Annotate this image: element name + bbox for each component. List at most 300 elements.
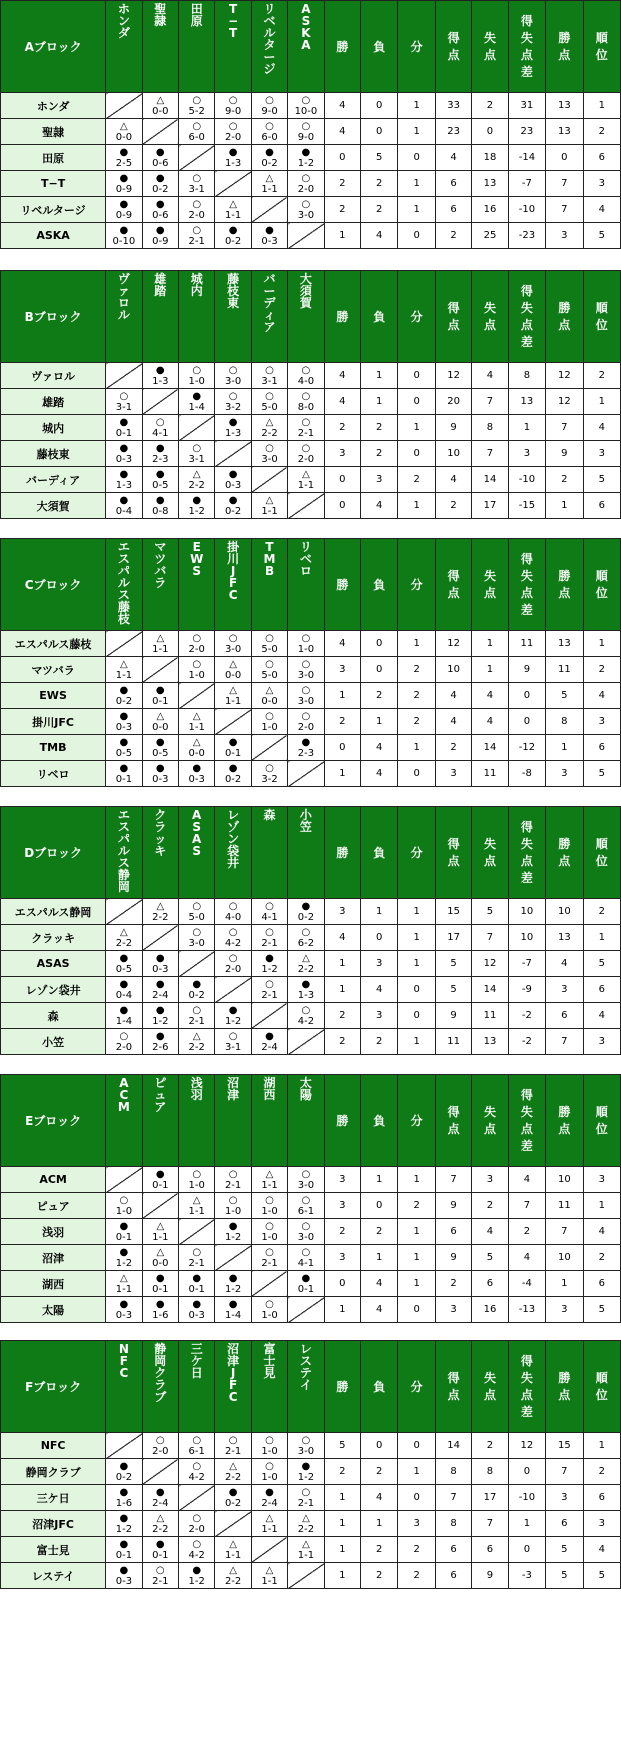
match-result [215,145,251,171]
header-char: 失 [483,836,496,851]
match-result [142,735,178,761]
header-char: 位 [595,1387,608,1402]
match-result [215,363,251,389]
result-symbol: △ [192,1031,201,1042]
points-value: 10 [546,899,583,925]
rank-value: 1 [583,631,620,657]
match-result [215,93,251,119]
opponent-header [215,1075,251,1167]
goals-for-value: 3 [435,761,471,787]
draw-header: 分 [398,807,435,899]
match-score: 4-0 [297,376,315,387]
points-value: 12 [546,363,583,389]
goals-against-value: 12 [472,951,508,977]
team-row [1,899,621,925]
self-match-cell [288,223,324,249]
points-value: 0 [546,145,583,171]
draws-value: 1 [398,735,435,761]
result-symbol: ● [119,1461,129,1472]
draws-value: 1 [398,951,435,977]
team-name: ACM [1,1167,106,1193]
match-score: 9-0 [224,106,242,117]
match-score: 2-2 [188,480,205,491]
result-symbol: ○ [301,1005,311,1016]
draws-value: 1 [398,1167,435,1193]
goals-against-value: 13 [472,1029,508,1055]
match-result [142,899,178,925]
losses-value: 4 [361,1271,398,1297]
match-result [288,389,324,415]
match-score: 2-2 [261,428,278,439]
wins-value: 0 [324,735,360,761]
result-symbol: △ [302,469,310,480]
match-result [142,1433,178,1459]
match-score: 0-3 [188,1310,205,1321]
match-score: 1-1 [188,722,205,733]
match-score: 0-1 [152,1180,169,1191]
opponent-header [179,1,215,93]
result-symbol: ○ [192,1461,202,1472]
match-score: 0-5 [115,964,133,975]
match-score: 0-3 [115,454,133,465]
opponent-header [142,539,178,631]
result-symbol: ● [228,469,238,480]
points-value: 13 [546,631,583,657]
team-row [1,197,621,223]
header-char: A [301,2,311,16]
points-value: 3 [546,761,583,787]
team-row [1,1485,621,1511]
draws-value: 1 [398,1029,435,1055]
header-char: 失 [483,300,496,315]
goals-for-value: 12 [435,363,471,389]
result-symbol: ● [119,495,129,506]
goals-against-value: 7 [472,1511,508,1537]
match-result [215,1459,251,1485]
match-score: 0-3 [115,1310,133,1321]
result-symbol: ○ [155,1435,165,1446]
goals-for-value: 4 [435,467,471,493]
lose-header: 負 [361,271,398,363]
header-char: 陽 [299,1088,312,1102]
result-symbol: △ [156,95,165,106]
header-char: エ [117,540,130,554]
result-symbol: ○ [301,711,311,722]
result-symbol: △ [229,1461,237,1472]
goals-against-header [472,1341,508,1433]
result-symbol: ○ [228,901,238,912]
match-result [179,899,215,925]
match-result [179,493,215,519]
losses-value: 1 [361,1511,398,1537]
losses-value: 4 [361,761,398,787]
result-symbol: ○ [301,927,311,938]
header-char: 失 [520,568,533,583]
match-score: 2-4 [152,1498,169,1509]
match-result [251,93,287,119]
header-char: 得 [520,283,533,298]
wins-value: 2 [324,1219,360,1245]
header-char: 順 [595,836,608,851]
opponent-header [288,271,324,363]
match-score: 2-2 [297,964,315,975]
match-result [142,1563,178,1589]
result-symbol: ● [265,147,274,158]
result-symbol: ○ [265,1221,274,1232]
header-char: S [192,820,202,834]
header-char: 点 [558,317,571,332]
result-symbol: ○ [301,1247,311,1258]
match-score: 10-0 [294,106,318,117]
points-header [546,1,583,93]
goal-difference-value: -8 [508,761,545,787]
match-score: 2-3 [297,748,315,759]
opponent-header [106,1341,142,1433]
match-score: 3-0 [261,454,278,465]
result-symbol: △ [156,901,165,912]
match-score: 0-2 [224,774,242,785]
match-result [251,1167,287,1193]
match-score: 6-0 [188,132,205,143]
result-symbol: △ [120,927,128,938]
header-char: 点 [558,585,571,600]
match-result [106,657,142,683]
match-score: 5-0 [261,670,278,681]
match-score: 0-2 [224,236,242,247]
losses-value: 0 [361,1193,398,1219]
result-symbol: ● [119,147,129,158]
match-result [288,415,324,441]
rank-value: 6 [583,735,620,761]
header-char: 失 [520,300,533,315]
goal-difference-value: 0 [508,1459,545,1485]
match-result [106,415,142,441]
team-name: EWS [1,683,106,709]
header-char: イ [299,1378,312,1392]
match-score: 2-0 [188,210,205,221]
header-char: 点 [447,1387,460,1402]
draw-header: 分 [398,1,435,93]
header-char: 差 [520,870,533,885]
goals-for-value: 12 [435,631,471,657]
points-header [546,807,583,899]
team-name: 富士見 [1,1537,106,1563]
header-char: 得 [520,13,533,28]
result-symbol: ○ [192,901,202,912]
match-score: 2-1 [261,938,278,949]
result-symbol: ○ [192,633,202,644]
goal-difference-value: -15 [508,493,545,519]
goals-for-value: 10 [435,441,471,467]
draws-value: 1 [398,899,435,925]
goals-against-value: 0 [472,119,508,145]
result-symbol: ● [155,1273,165,1284]
goal-difference-value: -12 [508,735,545,761]
points-value: 7 [546,415,583,441]
team-row [1,415,621,441]
match-score: 1-0 [224,1206,242,1217]
match-result [215,493,251,519]
header-char: ア [154,1100,167,1114]
team-row [1,1511,621,1537]
result-symbol: ● [155,737,165,748]
rank-value: 3 [583,709,620,735]
match-result [142,197,178,223]
match-score: 1-1 [224,1550,242,1561]
result-symbol: ○ [228,1435,238,1446]
losses-value: 4 [361,977,398,1003]
wins-value: 3 [324,657,360,683]
header-char: 得 [447,836,460,851]
goals-against-value: 3 [472,1167,508,1193]
header-char: ァ [117,284,130,298]
goals-for-value: 4 [435,145,471,171]
match-score: 6-1 [297,1206,315,1217]
match-result [215,761,251,787]
header-char: 隷 [154,14,167,28]
goals-for-value: 23 [435,119,471,145]
draws-value: 0 [398,1433,435,1459]
losses-value: 4 [361,223,398,249]
match-result [215,925,251,951]
result-symbol: ● [301,901,311,912]
header-char: 見 [263,1366,276,1380]
match-result [106,171,142,197]
header-char: 富 [263,1342,276,1356]
wins-value: 2 [324,415,360,441]
wins-value: 3 [324,1167,360,1193]
result-symbol: ● [119,1565,129,1576]
header-char: 羽 [190,1088,203,1102]
team-name: 森 [1,1003,106,1029]
header-char: リ [263,2,276,16]
match-result [288,1485,324,1511]
result-symbol: △ [265,1565,274,1576]
draw-header: 分 [398,1075,435,1167]
match-result [215,223,251,249]
self-match-cell [106,899,142,925]
draws-value: 2 [398,1193,435,1219]
team-row [1,467,621,493]
result-symbol: ● [228,417,238,428]
match-score: 0-1 [115,774,133,785]
self-match-cell [106,631,142,657]
header-char: 静 [154,1342,167,1356]
match-score: 3-0 [297,1232,315,1243]
draws-value: 1 [398,1219,435,1245]
rank-value: 3 [583,1167,620,1193]
match-result [215,1297,251,1323]
points-header [546,539,583,631]
team-row [1,925,621,951]
match-result [106,1459,142,1485]
match-score: 4-0 [224,912,242,923]
match-score: 0-5 [152,480,169,491]
result-symbol: ● [155,173,165,184]
match-result [179,389,215,415]
opponent-header [288,807,324,899]
win-header: 勝 [324,539,360,631]
team-name: 湖西 [1,1271,106,1297]
block-table [0,0,621,249]
rank-value: 6 [583,145,620,171]
goal-difference-value: 2 [508,1219,545,1245]
match-result [251,1029,287,1055]
result-symbol: ● [301,147,311,158]
header-char: 得 [447,1370,460,1385]
points-value: 10 [546,1245,583,1271]
wins-value: 1 [324,977,360,1003]
match-score: 2-0 [115,1042,133,1053]
goals-for-value: 7 [435,1485,471,1511]
team-row [1,119,621,145]
header-char: 城 [190,272,203,286]
goals-for-value: 5 [435,951,471,977]
header-char: 湖 [263,1076,276,1090]
block-title: Aブロック [1,1,106,93]
draws-value: 1 [398,631,435,657]
match-result [106,1219,142,1245]
goals-against-value: 7 [472,389,508,415]
goals-against-value: 17 [472,1485,508,1511]
match-score: 1-4 [224,1310,242,1321]
opponent-header [106,539,142,631]
match-result [142,363,178,389]
match-score: 2-0 [297,722,315,733]
rank-value: 4 [583,1003,620,1029]
match-result [179,1003,215,1029]
self-match-cell [106,1433,142,1459]
match-result [106,1193,142,1219]
result-symbol: ● [301,1273,311,1284]
header-char: 踏 [154,284,167,298]
header-char: 点 [520,1387,533,1402]
header-char: キ [154,844,167,858]
result-symbol: △ [265,1513,274,1524]
opponent-header [142,1341,178,1433]
header-char: パ [117,832,130,846]
draws-value: 1 [398,1245,435,1271]
result-symbol: △ [229,659,237,670]
match-result [106,951,142,977]
self-match-cell [142,1193,178,1219]
match-score: 2-0 [297,184,315,195]
result-symbol: △ [229,1565,237,1576]
self-match-cell [251,1003,287,1029]
team-row [1,1459,621,1485]
goals-against-value: 7 [472,925,508,951]
header-row [1,1,621,93]
match-result [179,977,215,1003]
result-symbol: ○ [301,391,311,402]
header-char: 聖 [154,2,167,16]
match-score: 0-2 [224,1498,242,1509]
rank-value: 5 [583,223,620,249]
draws-value: 0 [398,145,435,171]
header-char: J [230,564,236,578]
points-value: 2 [546,467,583,493]
match-result [179,1245,215,1271]
goals-against-value: 25 [472,223,508,249]
match-score: 1-0 [297,644,315,655]
result-symbol: ○ [192,199,202,210]
match-score: 3-0 [297,210,315,221]
self-match-cell [215,709,251,735]
match-score: 1-1 [188,1206,205,1217]
result-symbol: △ [302,953,310,964]
header-char: タ [263,38,276,52]
header-char: 笠 [299,820,312,834]
result-symbol: △ [229,685,237,696]
match-result [215,415,251,441]
match-score: 3-0 [297,670,315,681]
rank-value: 6 [583,977,620,1003]
goal-difference-value: 0 [508,683,545,709]
match-result [106,389,142,415]
header-char: B [264,564,275,578]
match-score: 1-1 [224,696,242,707]
goals-for-value: 6 [435,1563,471,1589]
goal-difference-value: -10 [508,1485,545,1511]
match-score: 3-0 [297,1446,315,1457]
wins-value: 3 [324,899,360,925]
self-match-cell [251,197,287,223]
header-char: リ [299,540,312,554]
match-score: 3-0 [188,938,205,949]
header-char: 順 [595,568,608,583]
header-row [1,807,621,899]
rank-value: 2 [583,899,620,925]
header-char: 点 [483,1121,496,1136]
match-score: 2-3 [152,454,169,465]
goals-for-header [435,807,471,899]
match-result [288,735,324,761]
match-result [179,657,215,683]
match-score: 2-1 [224,1180,242,1191]
wins-value: 1 [324,1537,360,1563]
match-result [251,761,287,787]
losses-value: 2 [361,415,398,441]
header-char: 沼 [227,1076,240,1090]
wins-value: 1 [324,683,360,709]
match-result [179,1433,215,1459]
result-symbol: ○ [301,659,311,670]
match-score: 3-0 [224,376,242,387]
header-char: ュ [154,1088,167,1102]
header-char: ル [117,308,130,322]
match-score: 0-0 [224,670,242,681]
result-symbol: ● [119,953,129,964]
header-char: 失 [483,30,496,45]
header-char: 勝 [558,1370,571,1385]
points-value: 6 [546,1003,583,1029]
match-score: 0-9 [115,210,133,221]
draws-value: 1 [398,493,435,519]
match-result [251,1485,287,1511]
result-symbol: ● [265,1031,274,1042]
wins-value: 5 [324,1433,360,1459]
result-symbol: ● [155,1169,165,1180]
draws-value: 2 [398,1537,435,1563]
result-symbol: ● [155,225,165,236]
header-char: 勝 [558,30,571,45]
header-char: 点 [520,853,533,868]
result-symbol: ○ [265,121,274,132]
goal-difference-header [508,1341,545,1433]
points-value: 8 [546,709,583,735]
result-symbol: ○ [265,95,274,106]
result-symbol: ○ [301,121,311,132]
